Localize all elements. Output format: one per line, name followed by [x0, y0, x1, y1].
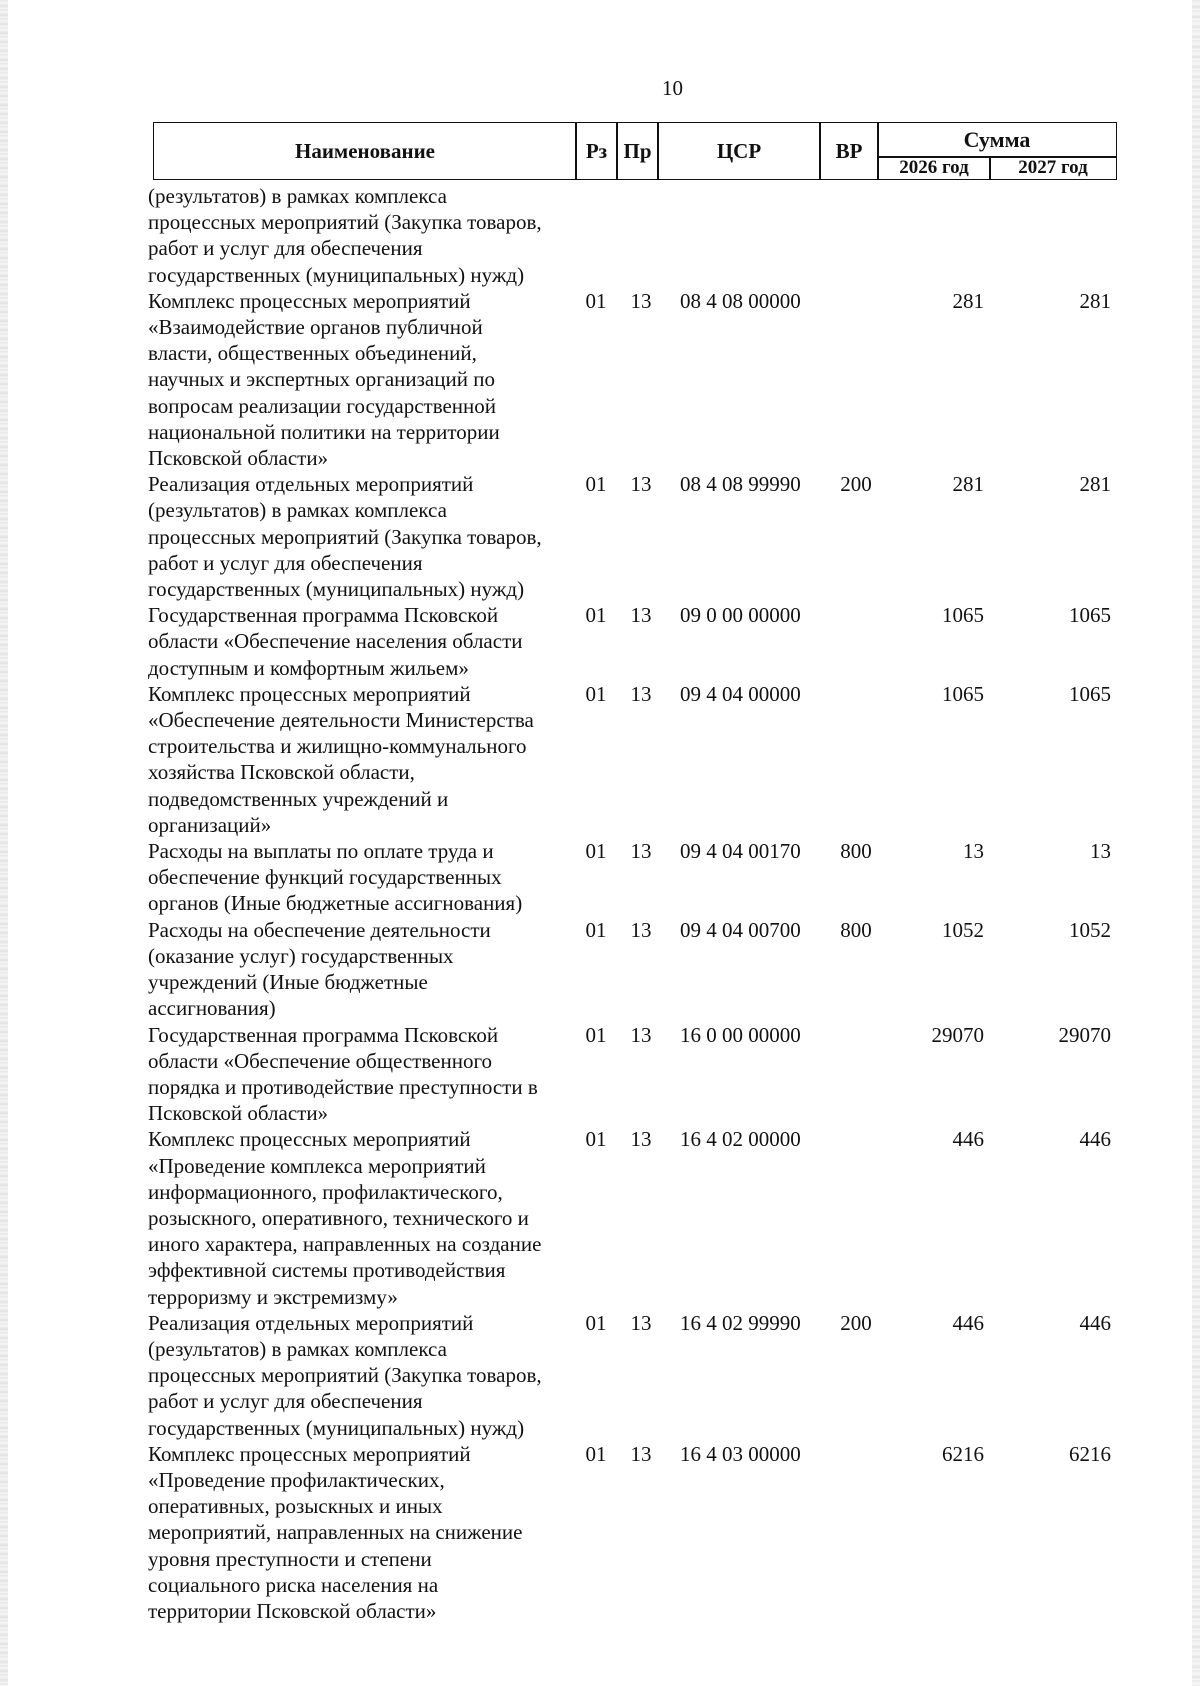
row-rz: 01: [585, 1127, 607, 1152]
row-rz: 01: [585, 1022, 607, 1047]
row-sum-2026: 13: [963, 839, 984, 864]
row-pr: 13: [630, 917, 652, 942]
row-name: Реализация отдельных мероприятий (результатов) в рамках комплекса процессных мероприятий (Закупка товаров, работ и услуг для обеспечения государственных (муниципальных) нужд): [148, 1310, 542, 1440]
row-sum-2026: 1052: [942, 917, 984, 942]
row-pr: 13: [630, 603, 652, 628]
table-row: [0, 838, 1200, 917]
header-name: Наименование: [153, 122, 577, 180]
table-row: [0, 681, 1200, 838]
row-name: Комплекс процессных мероприятий «Обеспечение деятельности Министерства строительства и жилищно-коммунального хозяйства Псковской области, подведомственных учреждений и организаций»: [148, 681, 534, 837]
row-rz: 01: [585, 603, 607, 628]
header-year-2026: 2026 год: [877, 156, 991, 180]
row-sum-2026: 6216: [942, 1441, 984, 1466]
row-name: Расходы на выплаты по оплате труда и обеспечение функций государственных органов (Иные бюджетные ассигнования): [148, 839, 523, 916]
row-name: Расходы на обеспечение деятельности (оказание услуг) государственных учреждений (Иные бюджетные ассигнования): [148, 917, 491, 1021]
row-vr: 200: [840, 1310, 872, 1335]
row-rz: 01: [585, 681, 607, 706]
row-csr: 09 4 04 00000: [680, 681, 801, 706]
row-csr: 16 4 03 00000: [680, 1441, 801, 1466]
header-pr: Пр: [616, 122, 659, 180]
row-sum-2026: 1065: [942, 603, 984, 628]
row-sum-2027: 1065: [1069, 603, 1111, 628]
row-pr: 13: [630, 1310, 652, 1335]
row-pr: 13: [630, 839, 652, 864]
table-row: [0, 471, 1200, 602]
row-csr: 09 4 04 00170: [680, 839, 801, 864]
row-rz: 01: [585, 1441, 607, 1466]
row-rz: 01: [585, 472, 607, 497]
row-name: Государственная программа Псковской области «Обеспечение населения области доступным и комфортным жильем»: [148, 603, 523, 680]
row-name: Комплекс процессных мероприятий «Проведение профилактических, оперативных, розыскных и иных мероприятий, направленных на снижение уровня преступности и степени социального риска населения на территории Псковской области»: [148, 1441, 523, 1623]
row-csr: 16 0 00 00000: [680, 1022, 801, 1047]
header-csr: ЦСР: [657, 122, 821, 180]
row-rz: 01: [585, 1310, 607, 1335]
header-vr: ВР: [819, 122, 879, 180]
row-pr: 13: [630, 1022, 652, 1047]
header-sum: Сумма: [877, 122, 1117, 158]
row-name: (результатов) в рамках комплекса процессных мероприятий (Закупка товаров, работ и услуг для обеспечения государственных (муниципальных) нужд): [148, 184, 542, 287]
row-name: Государственная программа Псковской области «Обеспечение общественного порядка и противодействие преступности в Псковской области»: [148, 1022, 538, 1126]
row-sum-2026: 281: [952, 472, 984, 497]
row-rz: 01: [585, 917, 607, 942]
page-number: 10: [662, 76, 683, 100]
row-sum-2027: 281: [1079, 472, 1111, 497]
row-pr: 13: [630, 681, 652, 706]
row-pr: 13: [630, 472, 652, 497]
row-sum-2027: 1065: [1069, 681, 1111, 706]
table-body: [0, 183, 1200, 1624]
row-sum-2026: 281: [952, 288, 984, 313]
row-sum-2027: 13: [1090, 839, 1111, 864]
table-row: [0, 183, 1200, 288]
row-csr: 09 0 00 00000: [680, 603, 801, 628]
row-rz: 01: [585, 288, 607, 313]
header-year-2027: 2027 год: [989, 156, 1117, 180]
row-csr: 08 4 08 99990: [680, 472, 801, 497]
row-sum-2027: 29070: [1058, 1022, 1111, 1047]
row-name: Комплекс процессных мероприятий «Проведение комплекса мероприятий информационного, профилактического, розыскного, оперативного, технического и иного характера, направленных на создание эффективной системы противодействия терроризму и экстремизму»: [148, 1127, 542, 1309]
row-sum-2027: 281: [1079, 288, 1111, 313]
row-name: Реализация отдельных мероприятий (результатов) в рамках комплекса процессных мероприятий (Закупка товаров, работ и услуг для обеспечения государственных (муниципальных) нужд): [148, 472, 542, 602]
table-row: [0, 1022, 1200, 1127]
table-row: [0, 288, 1200, 471]
row-csr: 08 4 08 00000: [680, 288, 801, 313]
row-csr: 09 4 04 00700: [680, 917, 801, 942]
row-sum-2027: 1052: [1069, 917, 1111, 942]
row-sum-2026: 29070: [931, 1022, 984, 1047]
table-header: [153, 122, 1117, 180]
row-csr: 16 4 02 00000: [680, 1127, 801, 1152]
table-row: [0, 1441, 1200, 1624]
table-row: [0, 1126, 1200, 1309]
row-rz: 01: [585, 839, 607, 864]
row-vr: 800: [840, 839, 872, 864]
row-sum-2027: 446: [1079, 1127, 1111, 1152]
row-csr: 16 4 02 99990: [680, 1310, 801, 1335]
row-pr: 13: [630, 1127, 652, 1152]
row-vr: 200: [840, 472, 872, 497]
row-sum-2026: 446: [952, 1310, 984, 1335]
row-pr: 13: [630, 1441, 652, 1466]
table-row: [0, 917, 1200, 1022]
table-row: [0, 1310, 1200, 1441]
header-rz: Рз: [575, 122, 618, 180]
row-sum-2026: 1065: [942, 681, 984, 706]
row-sum-2026: 446: [952, 1127, 984, 1152]
row-pr: 13: [630, 288, 652, 313]
row-sum-2027: 446: [1079, 1310, 1111, 1335]
row-sum-2027: 6216: [1069, 1441, 1111, 1466]
row-vr: 800: [840, 917, 872, 942]
table-row: [0, 602, 1200, 681]
row-name: Комплекс процессных мероприятий «Взаимодействие органов публичной власти, общественных объединений, научных и экспертных организаций по вопросам реализации государственной национальной политики на территории Псковской области»: [148, 288, 500, 471]
